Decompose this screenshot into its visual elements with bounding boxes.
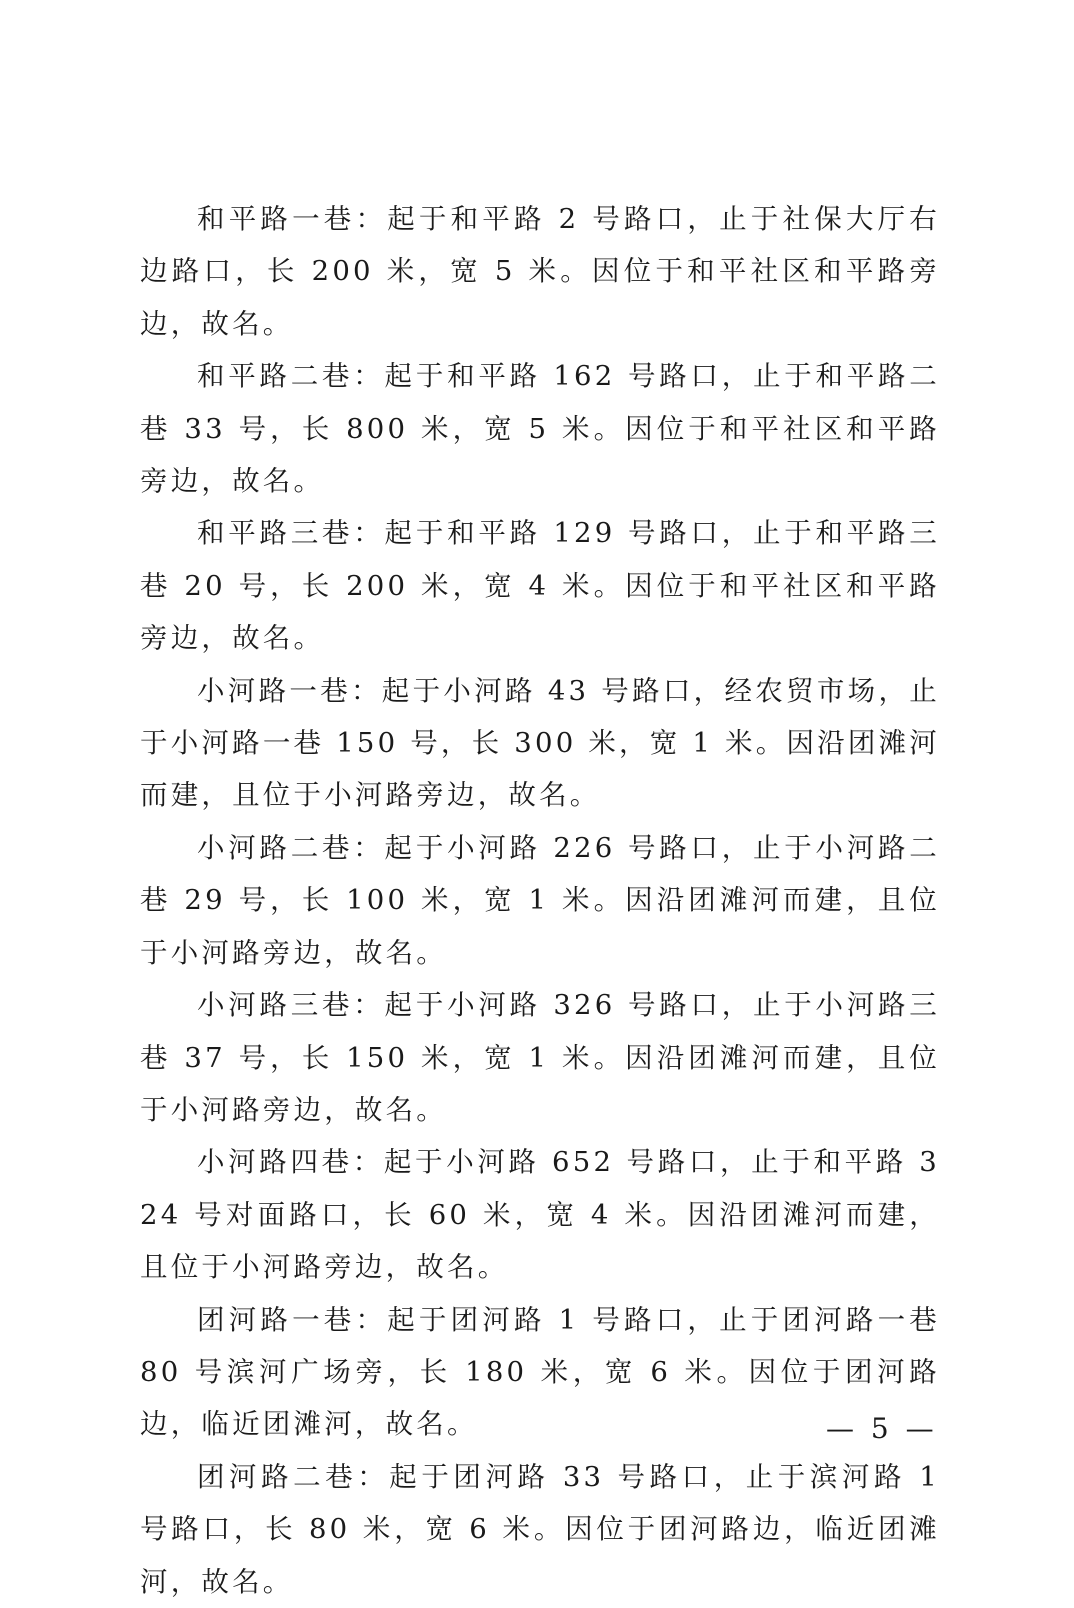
document-body [140, 193, 940, 1608]
paragraph-xiaohe-lane-3: 小河路三巷：起于小河路 326 号路口，止于小河路三巷 37 号，长 150 米，宽 1 米。因沿团滩河而建，且位于小河路旁边，故名。 [140, 989, 940, 1126]
paragraph-heping-lane-2: 和平路二巷：起于和平路 162 号路口，止于和平路二巷 33 号，长 800 米，宽 5 米。因位于和平社区和平路旁边，故名。 [140, 360, 940, 498]
paragraph-tuanhe-lane-1: 团河路一巷：起于团河路 1 号路口，止于团河路一巷 80 号滨河广场旁，长 180 米，宽 6 米。因位于团河路边，临近团滩河，故名。 [140, 1303, 940, 1441]
paragraph-heping-lane-1: 和平路一巷：起于和平路 2 号路口，止于社保大厅右边路口，长 200 米，宽 5 米。因位于和平社区和平路旁边，故名。 [140, 203, 940, 340]
paragraph-tuanhe-lane-2: 团河路二巷：起于团河路 33 号路口，止于滨河路 1 号路口，长 80 米，宽 6 米。因位于团河路边，临近团滩河，故名。 [140, 1460, 940, 1598]
paragraph-xiaohe-lane-4: 小河路四巷：起于小河路 652 号路口，止于和平路 324 号对面路口，长 60 米，宽 4 米。因沿团滩河而建，且位于小河路旁边，故名。 [140, 1146, 940, 1284]
paragraph-xiaohe-lane-1: 小河路一巷：起于小河路 43 号路口，经农贸市场，止于小河路一巷 150 号，长 300 米，宽 1 米。因沿团滩河而建，且位于小河路旁边，故名。 [140, 674, 940, 812]
paragraph-xiaohe-lane-2: 小河路二巷：起于小河路 226 号路口，止于小河路二巷 29 号，长 100 米，宽 1 米。因沿团滩河而建，且位于小河路旁边，故名。 [140, 831, 940, 969]
page-number: — 5 — [826, 1412, 938, 1445]
paragraph-heping-lane-3: 和平路三巷：起于和平路 129 号路口，止于和平路三巷 20 号，长 200 米，宽 4 米。因位于和平社区和平路旁边，故名。 [140, 517, 940, 655]
